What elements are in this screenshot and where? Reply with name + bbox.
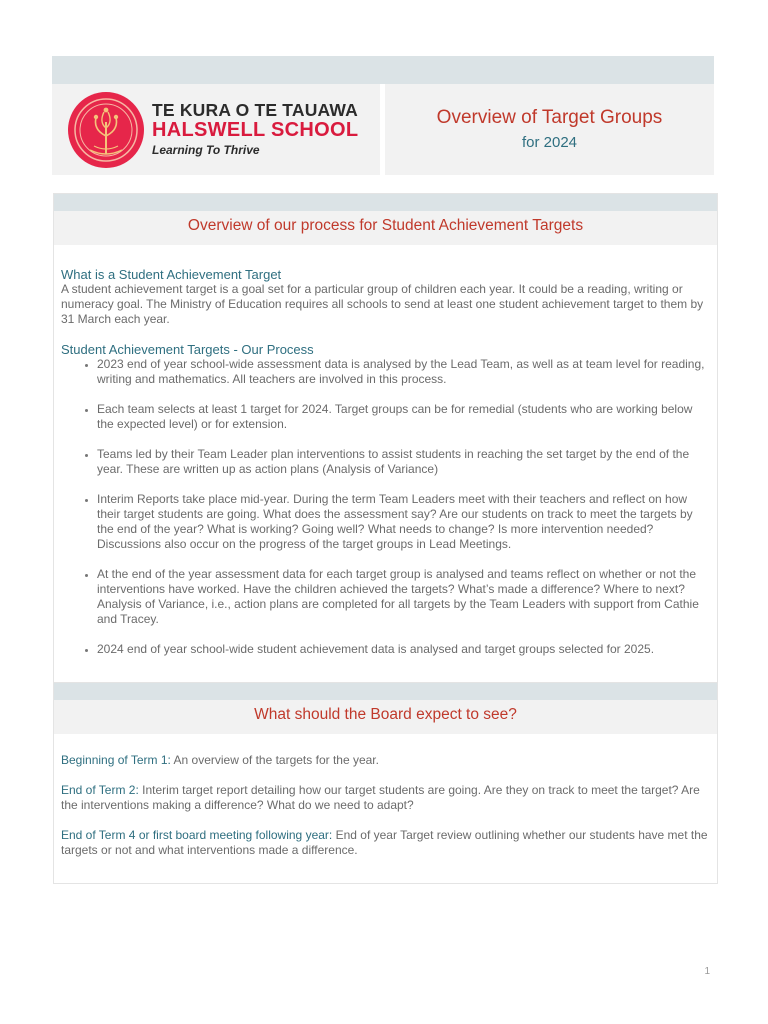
process-content [61, 267, 711, 672]
list-item: • Teams led by their Team Leader plan interventions to assist students in reaching the set target by the end of the year. These are written up as action plans (Analysis of Variance) [97, 447, 711, 477]
process-section [53, 193, 718, 683]
expectation-label: End of Term 4 or first board meeting following year: [61, 828, 333, 842]
expectation-label: Beginning of Term 1: [61, 753, 171, 767]
title-block [385, 84, 714, 175]
school-motto: Learning To Thrive [152, 143, 260, 157]
expectation-text: An overview of the targets for the year. [170, 753, 379, 767]
header-band [52, 56, 714, 84]
logo-block [52, 84, 380, 175]
list-item: • Interim Reports take place mid-year. During the term Team Leaders meet with their teachers and reflect on how their target students are going. What does the assessment say? Are our students on track to meet the targets by the end of the year? What is working? Going well? What needs to change? Is more intervention needed? Discussions also occur on the progress of the target groups in Lead Meetings. [97, 492, 711, 552]
expectation-text: End of year Target review outlining whether our students have met the targets or not and what interventions made a difference. [61, 828, 708, 857]
what-is-target-title: What is a Student Achievement Target [61, 267, 282, 282]
document-title: Overview of Target Groups [436, 107, 663, 128]
list-item: • 2023 end of year school-wide assessment data is analysed by the Lead Team, as well as at team level for reading, writing and mathematics. All teachers are involved in this process. [97, 357, 711, 387]
expectation-label: End of Term 2: [61, 783, 139, 797]
school-name: HALSWELL SCHOOL [152, 119, 359, 141]
list-item: • 2024 end of year school-wide student achievement data is analysed and target groups selected for 2025. [97, 642, 711, 657]
list-item: • At the end of the year assessment data for each target group is analysed and teams reflect on whether or not the interventions have worked. Have the children achieved the targets? What’s made a difference? Where to next? Analysis of Variance, i.e., action plans are completed for all targets by the Team Leaders with support from Cathie and Tracey. [97, 567, 711, 627]
school-logo-icon [68, 92, 144, 168]
section-heading: What should the Board expect to see? [54, 700, 717, 734]
section-heading: Overview of our process for Student Achievement Targets [54, 211, 717, 245]
board-content [61, 753, 711, 858]
process-title: Student Achievement Targets - Our Process [61, 342, 314, 357]
expectation-item [61, 828, 711, 858]
what-is-target-body: A student achievement target is a goal set for a particular group of children each year. It could be a reading, writing or numeracy goal. The Ministry of Education requires all schools to send at least one student achievement target to them by 31 March each year. [61, 282, 704, 326]
expectation-item [61, 783, 711, 813]
school-maori-name: TE KURA O TE TAUAWA [152, 100, 359, 120]
list-item: • Each team selects at least 1 target for 2024. Target groups can be for remedial (students who are working below the expected level) or for extension. [97, 402, 711, 432]
process-list [61, 357, 711, 657]
expectation-text: Interim target report detailing how our target students are going. Are they on track to meet the target? Are the interventions making a difference? What do we need to adapt? [61, 783, 700, 812]
board-expectations-section [53, 682, 718, 884]
section-band [54, 683, 717, 700]
expectation-item [61, 753, 711, 768]
document-year: for 2024 [521, 134, 578, 151]
page-number: 1 [704, 966, 710, 977]
section-band [54, 194, 717, 211]
